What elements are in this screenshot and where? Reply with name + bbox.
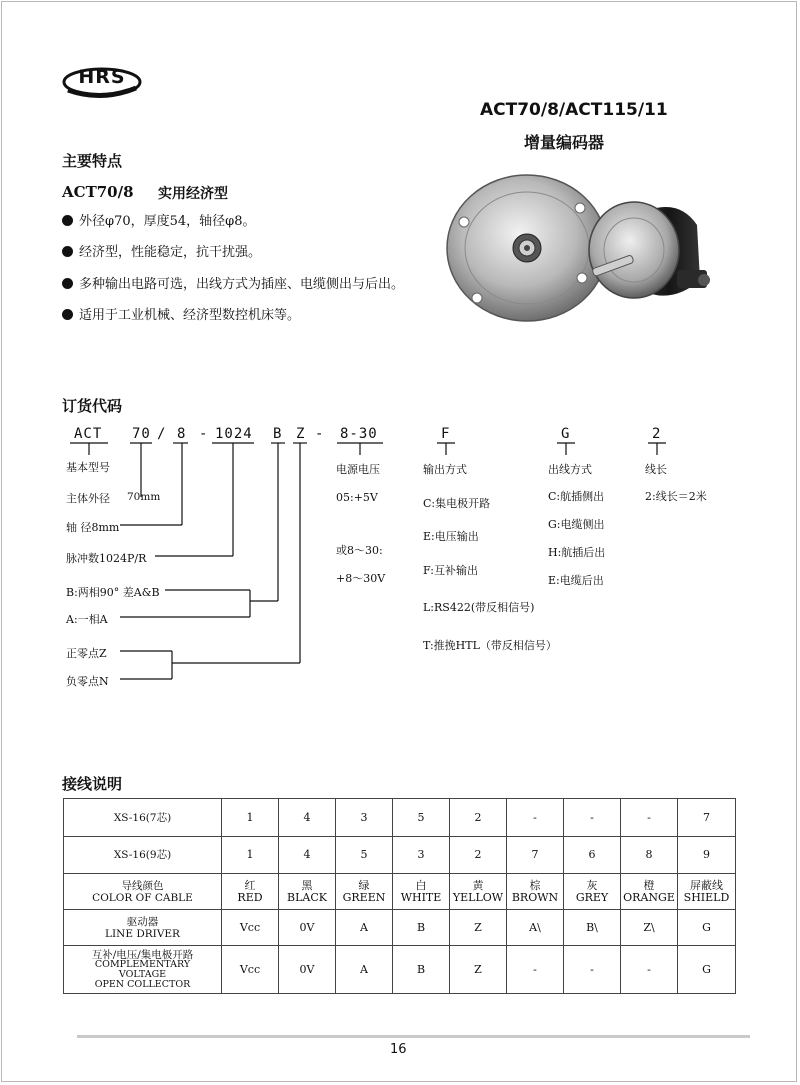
code-dash: - bbox=[199, 426, 209, 442]
table-cell: - bbox=[621, 946, 678, 994]
code-diameter: 70 bbox=[132, 426, 151, 442]
table-cell: B bbox=[393, 946, 450, 994]
wiring-heading: 接线说明 bbox=[62, 775, 123, 793]
table-cell: 4 bbox=[279, 799, 336, 837]
table-cell: 3 bbox=[393, 837, 450, 874]
table-cell: 5 bbox=[336, 837, 393, 874]
output-title: 输出方式 bbox=[423, 463, 467, 476]
wiring-table bbox=[63, 798, 736, 994]
table-cell: 4 bbox=[279, 837, 336, 874]
code-cable: 2 bbox=[652, 426, 662, 442]
cable-title: 线长 bbox=[645, 463, 667, 476]
label-base-model: 基本型号 bbox=[66, 461, 110, 474]
code-exit: G bbox=[561, 426, 571, 442]
code-act: ACT bbox=[74, 426, 103, 442]
features-model: ACT70/8 bbox=[62, 183, 134, 201]
label-shaft: 轴 径8mm bbox=[66, 521, 120, 534]
page-number: 16 bbox=[390, 1042, 407, 1057]
output-option: L:RS422(带反相信号) bbox=[423, 601, 535, 614]
row-label: XS-16(7芯) bbox=[64, 799, 222, 837]
label-phase-a: A:一相A bbox=[66, 613, 108, 626]
table-row bbox=[64, 799, 736, 837]
table-cell: 绿 GREEN bbox=[336, 874, 393, 910]
label-zero-positive: 正零点Z bbox=[66, 647, 107, 660]
table-cell: - bbox=[564, 946, 621, 994]
label-phase-b: B:两相90° 差A&B bbox=[66, 586, 160, 599]
code-zero: Z bbox=[296, 426, 306, 442]
exit-option: C:航插侧出 bbox=[548, 490, 605, 503]
table-cell: A\ bbox=[507, 910, 564, 946]
output-option: F:互补输出 bbox=[423, 564, 478, 577]
table-cell: 9 bbox=[678, 837, 736, 874]
voltage-option: 或8～30: bbox=[336, 544, 383, 557]
table-cell: 3 bbox=[336, 799, 393, 837]
product-name-title: 增量编码器 bbox=[524, 133, 605, 152]
table-cell: 2 bbox=[450, 837, 507, 874]
table-cell: 0V bbox=[279, 946, 336, 994]
table-cell: A bbox=[336, 946, 393, 994]
table-cell: 7 bbox=[507, 837, 564, 874]
table-cell: 红 RED bbox=[222, 874, 279, 910]
features-heading: 主要特点 bbox=[62, 152, 123, 170]
table-cell: - bbox=[564, 799, 621, 837]
exit-option: G:电缆侧出 bbox=[548, 518, 605, 531]
label-zero-negative: 负零点N bbox=[66, 675, 109, 688]
feature-item: 外径φ70，厚度54，轴径φ8。 bbox=[62, 210, 256, 229]
logo-text: HRS bbox=[78, 66, 126, 88]
table-cell: Z bbox=[450, 910, 507, 946]
table-cell: A bbox=[336, 910, 393, 946]
table-row bbox=[64, 910, 736, 946]
output-option: E:电压输出 bbox=[423, 530, 479, 543]
code-dash: - bbox=[315, 426, 325, 442]
table-row bbox=[64, 874, 736, 910]
table-cell: 0V bbox=[279, 910, 336, 946]
cable-option: 2:线长＝2米 bbox=[645, 490, 707, 503]
exit-title: 出线方式 bbox=[548, 463, 592, 476]
table-cell: 黄 YELLOW bbox=[450, 874, 507, 910]
code-voltage: 8-30 bbox=[340, 426, 378, 442]
table-cell: 白 WHITE bbox=[393, 874, 450, 910]
row-label: 导线颜色 COLOR OF CABLE bbox=[64, 874, 222, 910]
code-shaft: 8 bbox=[177, 426, 187, 442]
row-label: 驱动器 LINE DRIVER bbox=[64, 910, 222, 946]
output-option: T:推挽HTL（带反相信号） bbox=[423, 639, 557, 652]
table-row bbox=[64, 837, 736, 874]
table-cell: - bbox=[507, 946, 564, 994]
code-phase: B bbox=[273, 426, 283, 442]
product-model-title: ACT70/8/ACT115/11 bbox=[480, 100, 668, 120]
footer-divider bbox=[77, 1035, 750, 1038]
ordering-code-heading: 订货代码 bbox=[62, 397, 123, 415]
table-row bbox=[64, 946, 736, 994]
code-slash: / bbox=[157, 426, 167, 442]
table-cell: Z\ bbox=[621, 910, 678, 946]
code-pulses: 1024 bbox=[215, 426, 253, 442]
table-cell: B bbox=[393, 910, 450, 946]
table-cell: 8 bbox=[621, 837, 678, 874]
table-cell: - bbox=[507, 799, 564, 837]
voltage-option: 05:+5V bbox=[336, 491, 378, 504]
feature-item: 适用于工业机械、经济型数控机床等。 bbox=[62, 304, 300, 323]
table-cell: 7 bbox=[678, 799, 736, 837]
table-cell: 1 bbox=[222, 799, 279, 837]
feature-item: 多种输出电路可选，出线方式为插座、电缆侧出与后出。 bbox=[62, 273, 404, 292]
table-cell: 橙 ORANGE bbox=[621, 874, 678, 910]
label-pulses: 脉冲数1024P/R bbox=[66, 552, 147, 565]
table-cell: G bbox=[678, 910, 736, 946]
table-cell: 1 bbox=[222, 837, 279, 874]
table-cell: 2 bbox=[450, 799, 507, 837]
table-cell: 棕 BROWN bbox=[507, 874, 564, 910]
row-label: XS-16(9芯) bbox=[64, 837, 222, 874]
table-cell: Vcc bbox=[222, 946, 279, 994]
label-body-diameter: 主体外径 bbox=[66, 492, 110, 505]
table-cell: 灰 GREY bbox=[564, 874, 621, 910]
table-cell: Vcc bbox=[222, 910, 279, 946]
voltage-option: +8～30V bbox=[336, 572, 386, 585]
table-cell: 屏蔽线 SHIELD bbox=[678, 874, 736, 910]
table-cell: 黑 BLACK bbox=[279, 874, 336, 910]
output-option: C:集电极开路 bbox=[423, 497, 491, 510]
row-label: 互补/电压/集电极开路 COMPLEMENTARY VOLTAGE OPEN COLLECTOR bbox=[64, 946, 222, 994]
label-body-diameter-value: 70mm bbox=[127, 491, 161, 503]
table-cell: B\ bbox=[564, 910, 621, 946]
exit-option: H:航插后出 bbox=[548, 546, 606, 559]
exit-option: E:电缆后出 bbox=[548, 574, 604, 587]
table-cell: - bbox=[621, 799, 678, 837]
table-cell: Z bbox=[450, 946, 507, 994]
features-type: 实用经济型 bbox=[158, 186, 228, 202]
table-cell: 6 bbox=[564, 837, 621, 874]
table-cell: 5 bbox=[393, 799, 450, 837]
table-cell: G bbox=[678, 946, 736, 994]
feature-item: 经济型，性能稳定，抗干扰强。 bbox=[62, 241, 261, 260]
code-output: F bbox=[441, 426, 451, 442]
voltage-title: 电源电压 bbox=[336, 463, 380, 476]
